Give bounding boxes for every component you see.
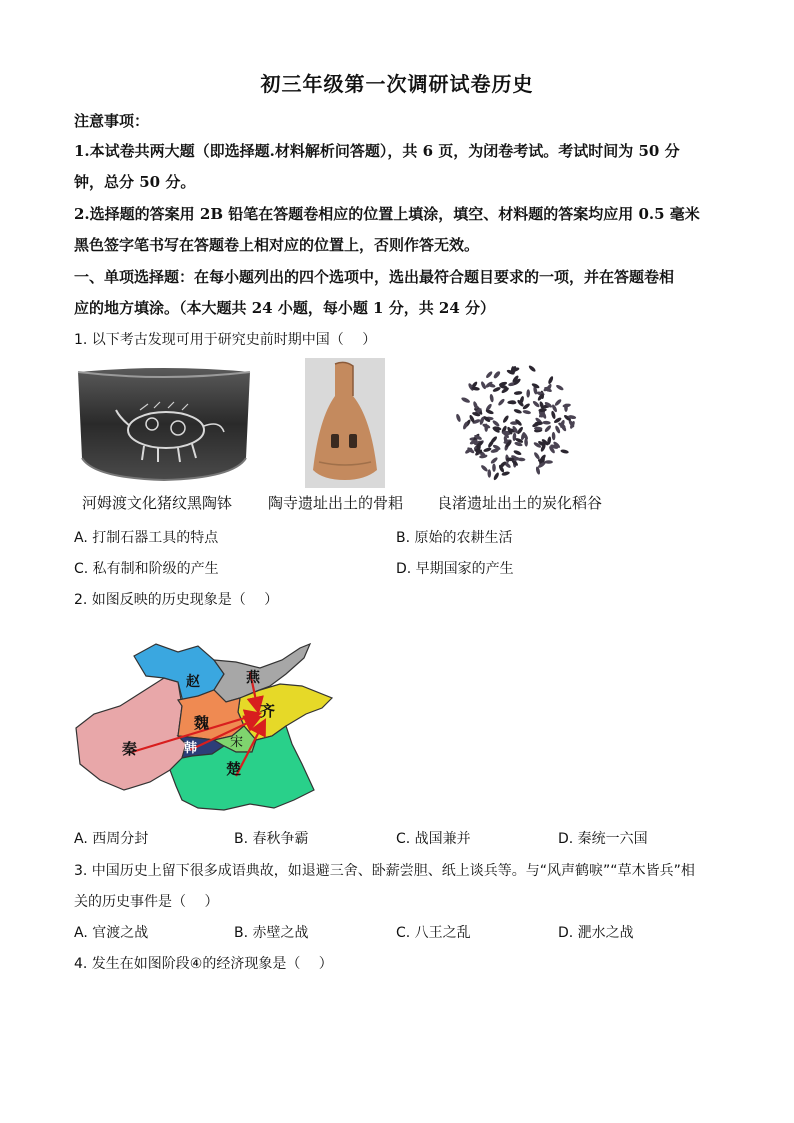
rice-grain: [555, 384, 564, 391]
map-label-chu: 楚: [226, 760, 242, 778]
q3-stem-line1: 3. 中国历史上留下很多成语典故，如退避三舍、卧薪尝胆、纸上谈兵等。与“风声鹤唳”“草木皆兵”相: [74, 863, 695, 879]
rice-grain: [506, 458, 514, 462]
bone-spade-image: [305, 358, 385, 488]
rice-grain: [497, 398, 505, 407]
rice-grain: [522, 409, 531, 414]
q1-caption-1: 河姆渡文化猪纹黑陶钵: [82, 494, 233, 512]
rice-grain: [533, 451, 541, 460]
q2-stem: 2. 如图反映的历史现象是（ ）: [74, 592, 279, 608]
q1-option-d[interactable]: D. 早期国家的产生: [396, 561, 514, 577]
q2-option-b[interactable]: B. 春秋争霸: [234, 831, 309, 847]
map-region-qin: [76, 678, 186, 790]
notice-item2-line2: 黑色签字笔书写在答题卷上相对应的位置上，否则作答无效。: [74, 236, 480, 254]
pottery-bowl-image: [74, 362, 254, 486]
rice-grain: [542, 421, 551, 425]
rice-grain: [532, 400, 541, 408]
map-label-yan: 燕: [246, 670, 260, 686]
map-label-qin: 秦: [122, 740, 138, 758]
notice-item1-line2: 钟，总分 50 分。: [74, 173, 196, 191]
rice-grain: [492, 419, 501, 427]
q3-option-b[interactable]: B. 赤壁之战: [234, 925, 309, 941]
q1-stem: 1. 以下考古发现可用于研究史前时期中国（ ）: [74, 332, 377, 348]
q4-stem: 4. 发生在如图阶段④的经济现象是（ ）: [74, 956, 333, 972]
q3-option-d[interactable]: D. 淝水之战: [558, 925, 634, 941]
warring-states-map: [74, 640, 336, 822]
q1-option-a[interactable]: A. 打制石器工具的特点: [74, 530, 219, 546]
notice-heading: 注意事项：: [74, 112, 150, 130]
rice-grain: [493, 472, 500, 481]
q1-option-c[interactable]: C. 私有制和阶级的产生: [74, 561, 219, 577]
q1-option-b[interactable]: B. 原始的农耕生活: [396, 530, 513, 546]
rice-grain: [545, 460, 553, 464]
rice-grain: [492, 463, 496, 471]
map-label-zhao: 赵: [186, 674, 200, 690]
page-title: 初三年级第一次调研试卷历史: [260, 72, 534, 96]
q3-option-a[interactable]: A. 官渡之战: [74, 925, 149, 941]
carbonized-rice-image: [450, 360, 580, 486]
section1-instruction-line2: 应的地方填涂。（本大题共 24 小题，每小题 1 分，共 24 分）: [74, 299, 496, 317]
rice-grain: [490, 456, 499, 464]
q3-stem-line2: 关的历史事件是（ ）: [74, 894, 219, 910]
rice-grain: [547, 376, 554, 385]
rice-grain: [514, 391, 523, 395]
notice-item1-line1: 1.本试卷共两大题（即选择题.材料解析问答题），共 6 页，为闭卷考试。考试时间为 50 分: [74, 142, 680, 160]
rice-grain: [528, 364, 537, 372]
rice-grain: [564, 404, 568, 412]
rice-grain: [480, 381, 487, 390]
rice-grain: [560, 449, 569, 454]
q1-caption-2: 陶寺遗址出土的骨耜: [268, 494, 404, 512]
rice-grain: [552, 432, 556, 441]
rice-grain: [554, 425, 561, 434]
rice-grain: [483, 447, 492, 453]
rice-grain: [479, 454, 488, 459]
rice-grain: [487, 469, 491, 477]
notice-item2-line1: 2.选择题的答案用 2B 铅笔在答题卷相应的位置上填涂，填空、材料题的答案均应用 0.5 毫米: [74, 205, 700, 223]
map-label-qi: 齐: [260, 702, 276, 720]
rice-grain: [554, 398, 562, 406]
rice-grain: [522, 402, 531, 410]
rice-grain: [544, 424, 552, 433]
map-label-han: 韩: [184, 741, 198, 756]
q2-option-d[interactable]: D. 秦统一六国: [558, 831, 648, 847]
map-label-song: 宋: [230, 735, 244, 750]
rice-grain: [502, 415, 510, 424]
rice-grain: [513, 449, 522, 456]
rice-grain: [526, 389, 530, 398]
rice-grain: [513, 408, 522, 414]
rice-grain: [489, 394, 494, 403]
q3-option-c[interactable]: C. 八王之乱: [396, 925, 471, 941]
map-label-wei: 魏: [194, 714, 210, 732]
q2-option-c[interactable]: C. 战国兼并: [396, 831, 471, 847]
section1-instruction-line1: 一、单项选择题：在每小题列出的四个选项中，选出最符合题目要求的一项，并在答题卷相: [74, 268, 675, 286]
rice-grain: [485, 370, 493, 379]
q2-option-a[interactable]: A. 西周分封: [74, 831, 149, 847]
rice-grain: [455, 413, 461, 422]
q1-caption-3: 良渚遗址出土的炭化稻谷: [437, 494, 603, 512]
rice-grain: [480, 464, 489, 472]
